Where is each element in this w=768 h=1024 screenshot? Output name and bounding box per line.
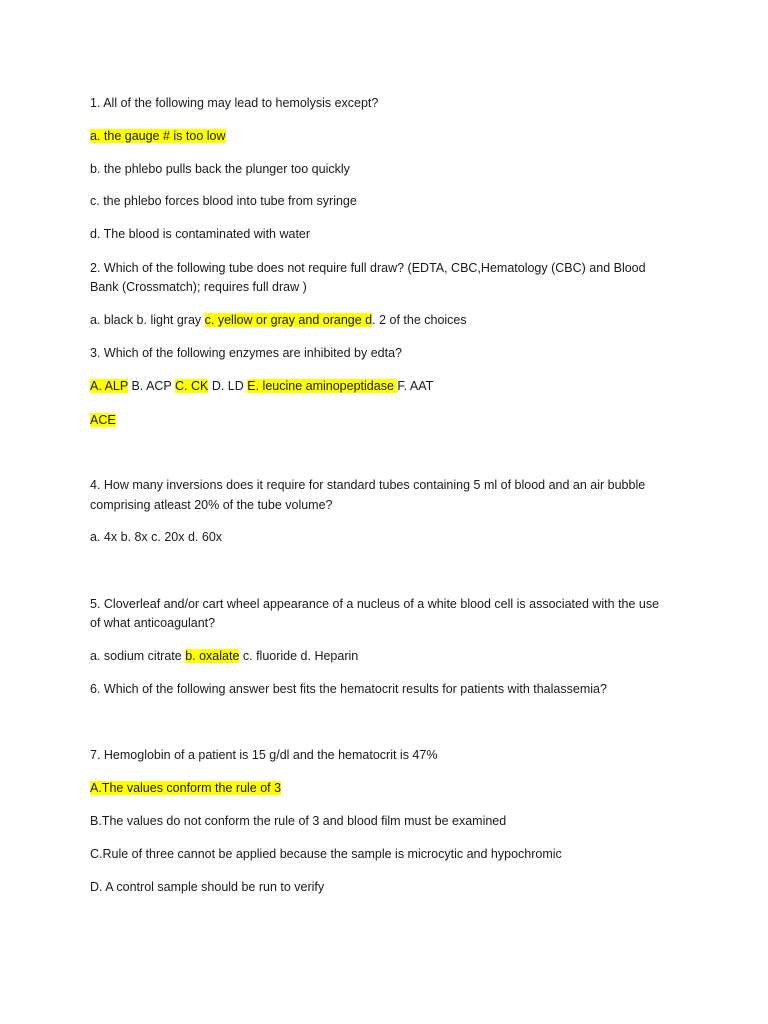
- q7-option-d: D. A control sample should be run to verify: [90, 880, 325, 894]
- q3-answer-highlighted: ACE: [90, 413, 116, 427]
- q7-question: 7. Hemoglobin of a patient is 15 g/dl and the hematocrit is 47%: [90, 748, 438, 762]
- q3-option-c-highlighted: C. CK: [175, 379, 209, 393]
- q4-question-line2: comprising atleast 20% of the tube volume?: [90, 498, 333, 512]
- q2-option-d: . 2 of the choices: [372, 313, 467, 327]
- q3-option-b: B. ACP: [128, 379, 176, 393]
- q5-option-cd: c. fluoride d. Heparin: [239, 649, 359, 663]
- q5-question-line1: 5. Cloverleaf and/or cart wheel appearance of a nucleus of a white blood cell is associated with the use: [90, 597, 660, 611]
- q3-answer-row: [90, 410, 690, 430]
- q7-option-c: C.Rule of three cannot be applied because the sample is microcytic and hypochromic: [90, 847, 562, 861]
- q3-option-d: D. LD: [208, 379, 248, 393]
- q3-option-a-highlighted: A. ALP: [90, 379, 128, 393]
- q3-options-row: [90, 376, 690, 396]
- q7-option-a-highlighted: A.The values conform the rule of 3: [90, 781, 282, 795]
- q5-option-a: a. sodium citrate: [90, 649, 186, 663]
- q7-option-a-row: [90, 778, 690, 798]
- q7-option-b: B.The values do not conform the rule of 3 and blood film must be examined: [90, 814, 507, 828]
- q5-option-b-highlighted: b. oxalate: [185, 649, 240, 663]
- q3-option-f: F. AAT: [397, 379, 434, 393]
- q5-question-line2: of what anticoagulant?: [90, 616, 216, 630]
- q1-option-a-highlighted: a. the gauge # is too low: [90, 129, 226, 143]
- q1-option-b: b. the phlebo pulls back the plunger too quickly: [90, 162, 350, 176]
- q2-question-line1: 2. Which of the following tube does not require full draw? (EDTA, CBC,Hematology (CBC) and Blood: [90, 261, 646, 275]
- q4-options: a. 4x b. 8x c. 20x d. 60x: [90, 530, 223, 544]
- q2-question-line2: Bank (Crossmatch); requires full draw ): [90, 280, 307, 294]
- q2-option-c-highlighted: c. yellow or gray and orange d: [204, 313, 373, 327]
- q3-question: 3. Which of the following enzymes are inhibited by edta?: [90, 346, 402, 360]
- q5-options-row: [90, 646, 690, 666]
- q6-question: 6. Which of the following answer best fits the hematocrit results for patients with thalassemia?: [90, 682, 607, 696]
- q2-options-row: [90, 310, 690, 330]
- q1-option-c: c. the phlebo forces blood into tube from syringe: [90, 194, 357, 208]
- q4-question-line1: 4. How many inversions does it require for standard tubes containing 5 ml of blood and an air bubble: [90, 478, 646, 492]
- q1-option-a-row: [90, 126, 690, 146]
- q1-question: 1. All of the following may lead to hemolysis except?: [90, 96, 379, 110]
- q3-option-e-highlighted: E. leucine aminopeptidase: [247, 379, 398, 393]
- q1-option-d: d. The blood is contaminated with water: [90, 227, 311, 241]
- q2-option-ab: a. black b. light gray: [90, 313, 205, 327]
